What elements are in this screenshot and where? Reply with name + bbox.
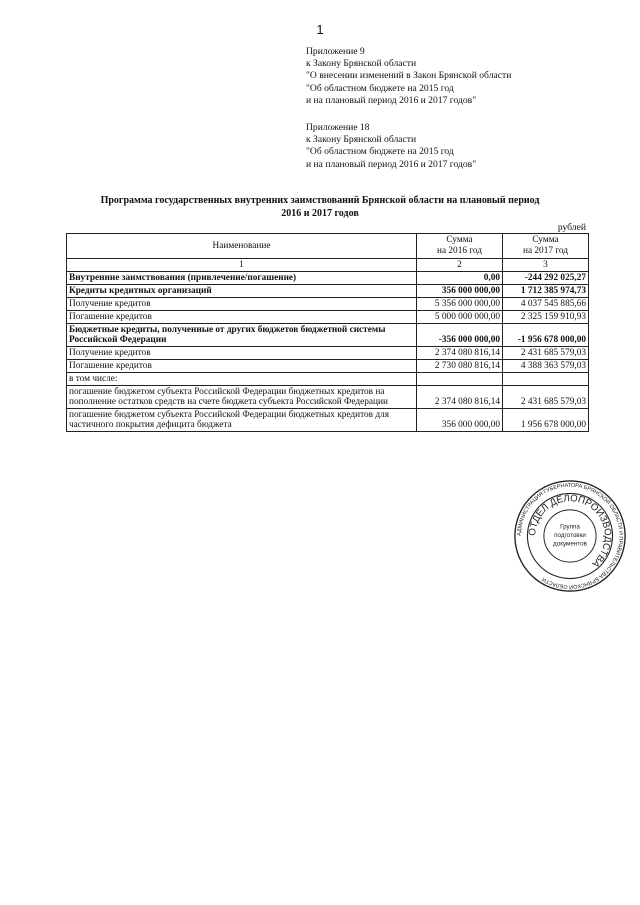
header-sum-2017 — [503, 234, 589, 259]
row-sum-2017: -1 956 678 000,00 — [503, 324, 589, 347]
col-number: 2 — [417, 259, 503, 272]
appendix-18-line: Приложение 18 — [306, 122, 370, 133]
row-sum-2017: -244 292 025,27 — [503, 272, 589, 285]
table-body — [67, 272, 589, 432]
header-sum-2016-l1: Сумма — [446, 235, 473, 245]
header-sum-2017-l1: Сумма — [532, 235, 559, 245]
row-sum-2017: 1 956 678 000,00 — [503, 409, 589, 432]
row-name: Погашение кредитов — [67, 311, 417, 324]
row-sum-2017 — [503, 373, 589, 386]
unit-label: рублей — [557, 222, 586, 233]
table-row — [67, 386, 589, 409]
appendix-9-line: и на плановый период 2016 и 2017 годов" — [306, 94, 477, 106]
header-name: Наименование — [67, 234, 417, 259]
table-row — [67, 347, 589, 360]
table-row — [67, 360, 589, 373]
row-name: Кредиты кредитных организаций — [67, 285, 417, 298]
row-sum-2017: 2 431 685 579,03 — [503, 386, 589, 409]
title-line: 2016 и 2017 годов — [281, 208, 359, 219]
page-number: 1 — [316, 22, 324, 37]
row-name: Погашение кредитов — [67, 360, 417, 373]
header-sum-2016-l2: на 2016 год — [436, 246, 483, 256]
row-sum-2016: 356 000 000,00 — [417, 285, 503, 298]
table-row — [67, 298, 589, 311]
table-row — [67, 324, 589, 347]
table-row — [67, 285, 589, 298]
appendix-9-block — [306, 46, 511, 107]
appendix-18-block — [306, 122, 476, 171]
row-name: погашение бюджетом субъекта Российской Федерации бюджетных кредитов для частичного покрытия дефицита бюджета — [67, 409, 417, 432]
row-sum-2017: 2 431 685 579,03 — [503, 347, 589, 360]
title-line: Программа государственных внутренних заимствований Брянской области на плановый период — [100, 195, 540, 206]
row-sum-2016: 0,00 — [417, 272, 503, 285]
table-header-row — [67, 234, 589, 259]
table-row — [67, 373, 589, 386]
row-name: погашение бюджетом субъекта Российской Федерации бюджетных кредитов на пополнение остатков средств на счете бюджета субъекта Российской Федерации — [67, 386, 417, 409]
table-row — [67, 272, 589, 285]
document-title — [80, 194, 560, 220]
stamp-center-line: подготовки — [554, 531, 586, 539]
row-sum-2016: -356 000 000,00 — [417, 324, 503, 347]
borrowing-table — [66, 233, 589, 432]
col-number: 1 — [67, 259, 417, 272]
row-sum-2017: 4 037 545 885,66 — [503, 298, 589, 311]
row-sum-2016: 2 730 080 816,14 — [417, 360, 503, 373]
office-stamp — [512, 478, 628, 594]
row-name: в том числе: — [67, 373, 417, 386]
appendix-9-line: к Закону Брянской области — [306, 58, 417, 70]
stamp-inner-text: ОТДЕЛ ДЕЛОПРОИЗВОДСТВА — [527, 493, 613, 570]
row-name: Внутренние заимствования (привлечение/погашение) — [67, 272, 417, 285]
row-sum-2017: 4 388 363 579,03 — [503, 360, 589, 373]
row-name: Бюджетные кредиты, полученные от других бюджетов бюджетной системы Российской Федерации — [67, 324, 417, 347]
row-sum-2016: 5 000 000 000,00 — [417, 311, 503, 324]
appendix-18-line: к Закону Брянской области — [306, 134, 417, 146]
row-sum-2016: 2 374 080 816,14 — [417, 347, 503, 360]
appendix-18-line: "Об областном бюджете на 2015 год — [306, 146, 454, 158]
column-number-row — [67, 259, 589, 272]
row-sum-2016: 2 374 080 816,14 — [417, 386, 503, 409]
appendix-9-line: "Об областном бюджете на 2015 год — [306, 82, 454, 94]
row-sum-2017: 2 325 159 910,93 — [503, 311, 589, 324]
row-name: Получение кредитов — [67, 298, 417, 311]
stamp-outer-text: АДМИНИСТРАЦИЯ ГУБЕРНАТОРА БРЯНСКОЙ ОБЛАСТИ И ПРАВИТЕЛЬСТВА БРЯНСКОЙ ОБЛАСТИ — [516, 482, 624, 590]
appendix-18-line: и на плановый период 2016 и 2017 годов" — [306, 158, 477, 170]
header-sum-2017-l2: на 2017 год — [522, 246, 569, 256]
header-sum-2016 — [417, 234, 503, 259]
stamp-center-line: документов — [553, 540, 587, 548]
table-row — [67, 311, 589, 324]
row-name: Получение кредитов — [67, 347, 417, 360]
row-sum-2016: 356 000 000,00 — [417, 409, 503, 432]
appendix-9-line: Приложение 9 — [306, 46, 365, 57]
appendix-9-line: "О внесении изменений в Закон Брянской области — [306, 70, 512, 82]
row-sum-2016 — [417, 373, 503, 386]
col-number: 3 — [503, 259, 589, 272]
row-sum-2016: 5 356 000 000,00 — [417, 298, 503, 311]
stamp-center-line: Группа — [560, 523, 580, 531]
table-row — [67, 409, 589, 432]
row-sum-2017: 1 712 385 974,73 — [503, 285, 589, 298]
